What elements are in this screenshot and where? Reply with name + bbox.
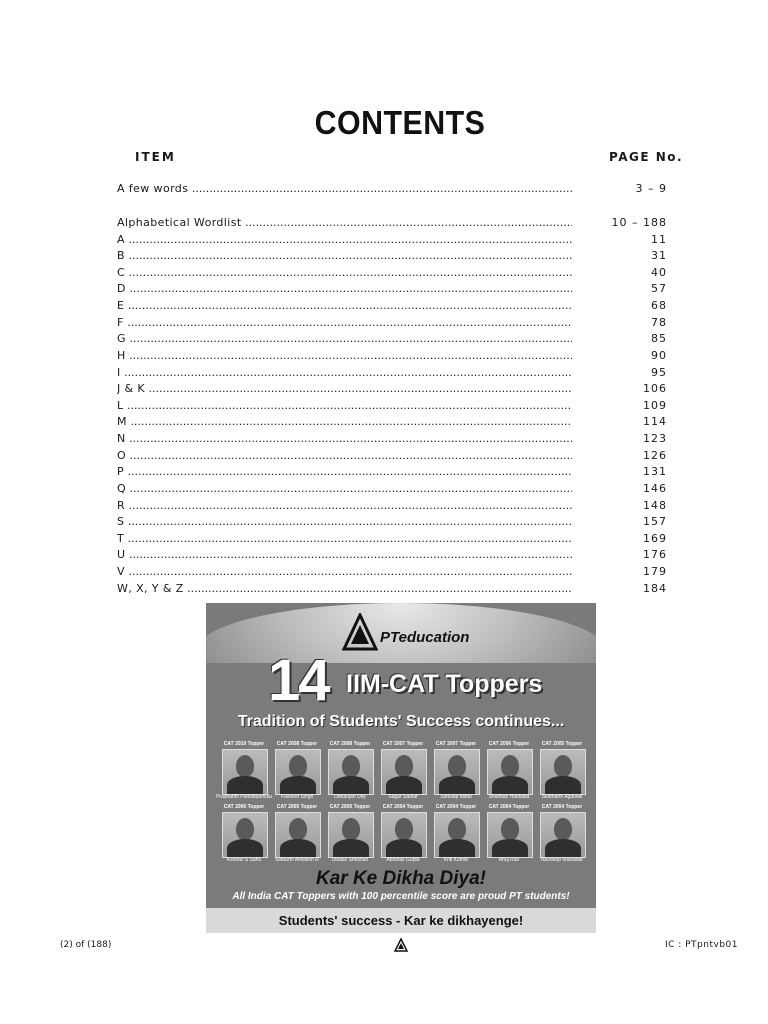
toc-page: 68	[651, 299, 667, 312]
topper-name: Kriti Kumar	[443, 857, 469, 863]
toc-entry[interactable]	[117, 481, 667, 497]
topper-photo	[328, 812, 374, 858]
topper-card	[536, 741, 588, 801]
topper-photo	[381, 749, 427, 795]
toc-page: 179	[643, 565, 667, 578]
topper-card	[218, 741, 270, 801]
topper-name: Keshav S Sahu	[226, 857, 262, 863]
topper-photo	[222, 812, 268, 858]
toc-label: G .....	[117, 331, 572, 347]
toc-page: 78	[651, 316, 667, 329]
toc-label: I .....	[117, 365, 572, 381]
topper-card	[536, 804, 588, 864]
toc-page: 126	[643, 449, 667, 462]
topper-caption: CAT 2005 Topper	[276, 804, 318, 810]
toc-label: W, X, Y & Z .....	[117, 581, 572, 597]
page-counter: (2) of (188)	[60, 940, 112, 950]
topper-caption: CAT 2007 Topper	[435, 741, 477, 747]
topper-card	[377, 741, 429, 801]
toc-label: E .....	[117, 298, 572, 314]
toc-entry[interactable]	[117, 232, 667, 248]
toc-page: 10 – 188	[611, 216, 667, 229]
toc-label: U .....	[117, 547, 572, 563]
toc-page: 95	[651, 366, 667, 379]
topper-photo	[328, 749, 374, 795]
topper-caption: CAT 2004 Topper	[435, 804, 477, 810]
topper-name: Sagar Sarkar	[388, 794, 418, 800]
toc-page: 184	[643, 582, 667, 595]
toc-entry[interactable]	[117, 564, 667, 580]
toc-label: M .....	[117, 414, 572, 430]
topper-caption: CAT 2004 Topper	[541, 804, 583, 810]
topper-card	[271, 804, 323, 864]
toc-label: C .....	[117, 265, 572, 281]
topper-caption: CAT 2006 Topper	[488, 741, 530, 747]
topper-card	[218, 804, 270, 864]
toc-page: 131	[643, 465, 667, 478]
toc-label: A few words .....	[117, 181, 572, 197]
topper-photo	[540, 749, 586, 795]
toc-entry[interactable]	[117, 248, 667, 264]
pt-logo-icon	[394, 938, 408, 952]
toc-label: V .....	[117, 564, 572, 580]
toc-page: 169	[643, 532, 667, 545]
toc-label: J & K .....	[117, 381, 572, 397]
toc-label: A .....	[117, 232, 572, 248]
topper-name: Navdeep Mahawar	[541, 857, 583, 863]
topper-name: Siddharth Agarwal	[541, 794, 583, 800]
toc-label: D .....	[117, 281, 572, 297]
topper-name: Prashanth Pamidipamula	[216, 794, 272, 800]
topper-caption: CAT 2006 Topper	[223, 804, 265, 810]
topper-photo	[487, 749, 533, 795]
toc-label: N .....	[117, 431, 572, 447]
toc-page: 176	[643, 548, 667, 561]
toc-entry[interactable]	[117, 315, 667, 331]
toc-page: 57	[651, 282, 667, 295]
topper-name: Debanjan Dey	[334, 794, 366, 800]
topper-card	[377, 804, 429, 864]
toc-entry[interactable]	[117, 464, 667, 480]
toc-page: 123	[643, 432, 667, 445]
topper-photo	[275, 749, 321, 795]
topper-card	[483, 804, 535, 864]
logo-text: PTeducation	[380, 629, 470, 646]
poster-slogan: Kar Ke Dikha Diya!	[315, 868, 486, 889]
topper-card	[271, 741, 323, 801]
poster-headline: IIM-CAT Toppers	[346, 670, 543, 698]
topper-caption: CAT 2005 Topper	[541, 741, 583, 747]
toc-label: Q .....	[117, 481, 572, 497]
toc-page: 106	[643, 382, 667, 395]
topper-caption: CAT 2005 Topper	[329, 804, 371, 810]
toc-page: 31	[651, 249, 667, 262]
toc-label: B .....	[117, 248, 572, 264]
topper-photo	[381, 812, 427, 858]
toc-entry[interactable]	[117, 265, 667, 281]
toc-entry[interactable]	[117, 381, 667, 397]
topper-name: Shahbaz Haidaiba	[488, 794, 530, 800]
topper-name: Abhinav Gupta	[386, 857, 420, 863]
toc-label: P .....	[117, 464, 572, 480]
toc-label: L .....	[117, 398, 572, 414]
pt-triangle-icon	[342, 613, 378, 653]
advertisement-poster	[206, 603, 596, 933]
topper-photo	[222, 749, 268, 795]
toc-entry[interactable]	[117, 298, 667, 314]
topper-name: Siddarth Akhilesh R	[275, 857, 319, 863]
topper-name: Anuj Rao	[498, 857, 520, 863]
topper-caption: CAT 2004 Topper	[488, 804, 530, 810]
topper-caption: CAT 2004 Topper	[382, 804, 424, 810]
toc-entry[interactable]	[117, 448, 667, 464]
toc-label: O .....	[117, 448, 572, 464]
toc-page: 90	[651, 349, 667, 362]
toc-page: 85	[651, 332, 667, 345]
page-column-header: PAGE No.	[609, 150, 684, 164]
topper-caption: CAT 2008 Topper	[276, 741, 318, 747]
toc-label: F .....	[117, 315, 572, 331]
toc-page: 11	[651, 233, 667, 246]
page-title: CONTENTS	[314, 104, 486, 141]
toc-entry[interactable]	[117, 348, 667, 364]
toc-label: Alphabetical Wordlist .....	[117, 215, 572, 231]
toc-label: H .....	[117, 348, 572, 364]
topper-photo	[434, 749, 480, 795]
topper-name: Sankalp Mittal	[440, 794, 472, 800]
poster-tagline: Tradition of Students' Success continues...	[237, 713, 565, 730]
topper-card	[324, 741, 376, 801]
document-code: IC : PTpntvb01	[664, 940, 738, 950]
poster-band: Students' success - Kar ke dikhayenge!	[206, 908, 596, 933]
toc-page: 40	[651, 266, 667, 279]
topper-name: Utsaav Sheshan	[331, 857, 369, 863]
toc-entry[interactable]	[117, 365, 667, 381]
toc-label: R .....	[117, 498, 572, 514]
topper-photo	[434, 812, 480, 858]
toc-entry[interactable]	[117, 431, 667, 447]
topper-photo	[487, 812, 533, 858]
toc-entry[interactable]	[117, 547, 667, 563]
toc-page: 3 – 9	[635, 182, 667, 195]
toc-entry[interactable]	[117, 281, 667, 297]
toc-page: 157	[643, 515, 667, 528]
toc-entry[interactable]	[117, 181, 667, 197]
topper-card	[324, 804, 376, 864]
toc-label: S .....	[117, 514, 572, 530]
toc-entry[interactable]	[117, 514, 667, 530]
toc-label: T .....	[117, 531, 572, 547]
toc-entry[interactable]	[117, 215, 667, 231]
toc-page: 148	[643, 499, 667, 512]
topper-card	[430, 804, 482, 864]
toc-entry[interactable]	[117, 331, 667, 347]
item-column-header: ITEM	[135, 150, 176, 164]
topper-caption: CAT 2010 Topper	[223, 741, 265, 747]
toc-entry[interactable]	[117, 414, 667, 430]
toc-page: 114	[643, 415, 667, 428]
topper-name: Pavneet Singh	[280, 794, 314, 800]
poster-subline: All India CAT Toppers with 100 percentile score are proud PT students!	[232, 891, 570, 902]
topper-card	[483, 741, 535, 801]
topper-photo	[275, 812, 321, 858]
topper-caption: CAT 2008 Topper	[329, 741, 371, 747]
toc-page: 146	[643, 482, 667, 495]
pt-education-logo	[342, 613, 472, 655]
topper-card	[430, 741, 482, 801]
toc-entry[interactable]	[117, 398, 667, 414]
toc-page: 109	[643, 399, 667, 412]
toc-entry[interactable]	[117, 498, 667, 514]
topper-photo	[540, 812, 586, 858]
topper-caption: CAT 2007 Topper	[382, 741, 424, 747]
toc-entry[interactable]	[117, 581, 667, 597]
toc-entry[interactable]	[117, 531, 667, 547]
topper-count: 14	[268, 648, 329, 713]
